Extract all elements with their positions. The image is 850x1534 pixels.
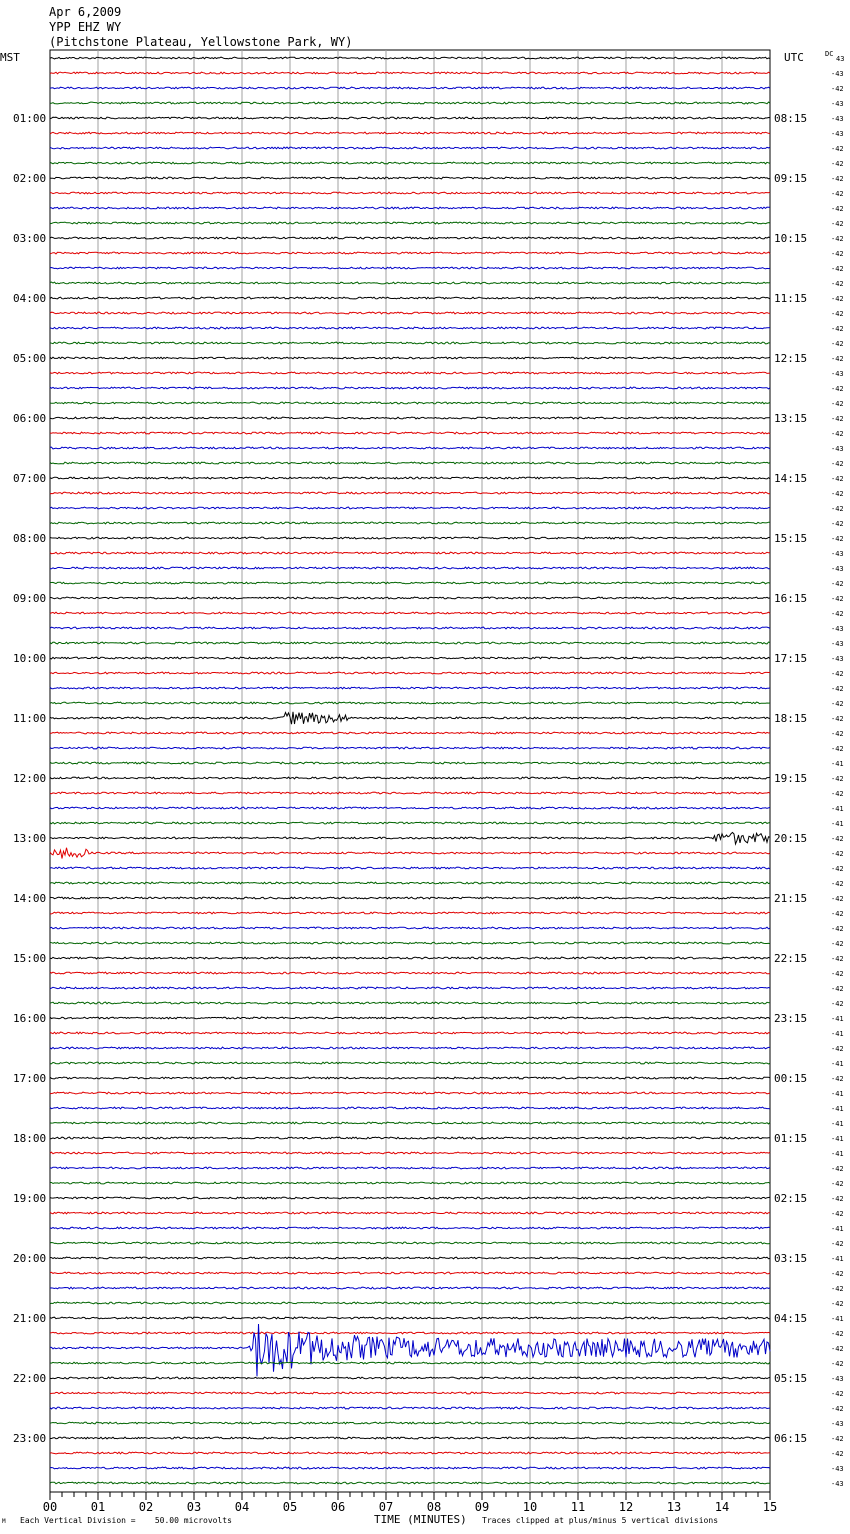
scale-note: Each Vertical Division = 50.00 microvolts — [20, 1516, 232, 1525]
left-timezone-label: MST — [0, 51, 20, 64]
utc-hour-label: 20:15 — [774, 832, 808, 845]
utc-hour-label: 19:15 — [774, 772, 808, 785]
dc-offset-label: -42 — [831, 730, 844, 738]
utc-hour-label: 17:15 — [774, 652, 808, 665]
x-tick-label: 11 — [570, 1500, 586, 1514]
seismic-traces — [50, 57, 770, 1484]
dc-offset-label: -43 — [831, 565, 844, 573]
seismic-trace — [50, 642, 770, 644]
dc-offset-label: -42 — [831, 1435, 844, 1443]
dc-offset-label: -42 — [831, 415, 844, 423]
dc-offset-label: -41 — [831, 760, 844, 768]
utc-hour-label: 16:15 — [774, 592, 808, 605]
mst-hour-label: 10:00 — [13, 652, 47, 665]
dc-offset-label: -43 — [831, 130, 844, 138]
dc-offset-label: -42 — [831, 190, 844, 198]
x-tick-label: 07 — [378, 1500, 394, 1514]
seismic-trace — [50, 1182, 770, 1184]
mst-hour-label: 11:00 — [13, 712, 47, 725]
dc-offset-label: -42 — [831, 1330, 844, 1338]
dc-offset-label: -43 — [831, 115, 844, 123]
mst-hour-label: 13:00 — [13, 832, 47, 845]
seismic-trace — [50, 732, 770, 734]
dc-offset-label: -43 — [831, 1420, 844, 1428]
dc-offset-label: -42 — [831, 595, 844, 603]
x-tick-label: 09 — [474, 1500, 490, 1514]
seismic-trace — [50, 1272, 770, 1274]
dc-offset-label: -43 — [831, 1480, 844, 1488]
mst-hour-label: 09:00 — [13, 592, 47, 605]
seismic-trace — [50, 1242, 770, 1244]
seismic-trace — [50, 927, 770, 929]
mst-hour-label: 07:00 — [13, 472, 47, 485]
dc-offset-label: -42 — [831, 385, 844, 393]
mst-hour-label: 03:00 — [13, 232, 47, 245]
mst-hour-label: 23:00 — [13, 1432, 47, 1445]
mst-hour-label: 19:00 — [13, 1192, 47, 1205]
seismic-trace — [50, 1122, 770, 1124]
seismic-trace — [50, 1197, 770, 1199]
seismic-trace — [50, 792, 770, 794]
seismic-trace — [50, 1152, 770, 1154]
seismic-trace — [50, 1377, 770, 1379]
seismic-trace — [50, 117, 770, 119]
seismic-trace — [50, 702, 770, 704]
dc-offset-label: -42 — [831, 175, 844, 183]
dc-offset-label: -41 — [831, 1060, 844, 1068]
dc-offset-label: -42 — [831, 160, 844, 168]
seismic-trace — [50, 297, 770, 299]
seismic-trace — [50, 237, 770, 239]
dc-offset-label: -42 — [831, 670, 844, 678]
dc-offset-label: 43 — [836, 55, 845, 63]
mst-hour-label: 20:00 — [13, 1252, 47, 1265]
mst-hour-label: 16:00 — [13, 1012, 47, 1025]
seismic-trace — [50, 1482, 770, 1484]
dc-offset-label: -42 — [831, 250, 844, 258]
seismic-trace — [50, 1392, 770, 1394]
dc-offset-label: -42 — [831, 700, 844, 708]
x-tick-label: 01 — [90, 1500, 106, 1514]
mst-hour-label: 05:00 — [13, 352, 47, 365]
x-tick-label: 15 — [762, 1500, 778, 1514]
seismic-trace — [50, 762, 770, 764]
seismic-trace — [50, 177, 770, 179]
dc-offset-label: -42 — [831, 295, 844, 303]
seismic-trace — [50, 102, 770, 104]
seismic-trace — [50, 897, 770, 899]
seismic-trace — [50, 72, 770, 74]
seismic-trace — [50, 1137, 770, 1139]
mst-hour-label: 15:00 — [13, 952, 47, 965]
seismic-trace — [50, 1422, 770, 1424]
seismic-trace — [50, 942, 770, 944]
utc-hour-label: 18:15 — [774, 712, 808, 725]
x-tick-label: 00 — [42, 1500, 58, 1514]
dc-offset-label: -42 — [831, 340, 844, 348]
dc-offset-label: -42 — [831, 880, 844, 888]
seismic-trace — [50, 1212, 770, 1214]
mst-hour-label: 06:00 — [13, 412, 47, 425]
seismic-trace — [50, 1227, 770, 1229]
dc-offset-label: -41 — [831, 805, 844, 813]
seismic-trace — [50, 522, 770, 524]
seismic-trace — [50, 912, 770, 914]
dc-offset-label: -43 — [831, 655, 844, 663]
dc-offset-label: -42 — [831, 265, 844, 273]
date-text: Apr 6,2009 — [49, 5, 122, 19]
x-tick-label: 04 — [234, 1500, 250, 1514]
dc-offset-label: -42 — [831, 580, 844, 588]
mst-hour-label: 04:00 — [13, 292, 47, 305]
dc-offset-label: -42 — [831, 1360, 844, 1368]
utc-hour-label: 13:15 — [774, 412, 808, 425]
dc-offset-label: -42 — [831, 790, 844, 798]
seismic-trace — [50, 597, 770, 599]
station-text: YPP EHZ WY — [49, 20, 122, 34]
seismic-trace — [50, 132, 770, 134]
seismic-trace — [50, 222, 770, 224]
seismic-trace — [50, 848, 770, 859]
x-tick-label: 13 — [666, 1500, 682, 1514]
dc-offset-label: -43 — [831, 640, 844, 648]
utc-hour-label: 12:15 — [774, 352, 808, 365]
dc-offset-label: -42 — [831, 715, 844, 723]
seismic-trace — [50, 1032, 770, 1034]
mst-hour-label: 12:00 — [13, 772, 47, 785]
dc-offset-label: -42 — [831, 865, 844, 873]
seismic-trace — [50, 582, 770, 584]
seismic-trace — [50, 57, 770, 59]
dc-offset-label: -42 — [831, 1240, 844, 1248]
utc-hour-label: 23:15 — [774, 1012, 808, 1025]
dc-offset-label: -42 — [831, 775, 844, 783]
utc-hour-labels — [774, 112, 807, 1445]
dc-offset-label: -42 — [831, 85, 844, 93]
seismic-trace — [50, 1407, 770, 1409]
seismic-trace — [50, 1302, 770, 1304]
dc-offset-label: -41 — [831, 1150, 844, 1158]
dc-offset-label: -42 — [831, 1390, 844, 1398]
seismic-trace — [50, 1002, 770, 1004]
location-text: (Pitchstone Plateau, Yellowstone Park, WY) — [49, 35, 353, 49]
dc-offset-label: -42 — [831, 940, 844, 948]
dc-offset-label: -42 — [831, 895, 844, 903]
mst-hour-label: 21:00 — [13, 1312, 47, 1325]
utc-hour-label: 06:15 — [774, 1432, 808, 1445]
mst-hour-label: 17:00 — [13, 1072, 47, 1085]
dc-offset-label: -43 — [831, 100, 844, 108]
seismic-trace — [50, 312, 770, 314]
seismic-trace — [50, 282, 770, 284]
seismic-trace — [50, 712, 770, 724]
utc-hour-label: 08:15 — [774, 112, 808, 125]
dc-offset-label: -41 — [831, 1015, 844, 1023]
seismic-trace — [50, 507, 770, 509]
utc-hour-label: 10:15 — [774, 232, 808, 245]
dc-offset-label: -43 — [831, 550, 844, 558]
dc-offset-label: -43 — [831, 1465, 844, 1473]
seismic-trace — [50, 342, 770, 344]
dc-offset-label: -42 — [831, 430, 844, 438]
dc-offset-label: -42 — [831, 220, 844, 228]
seismic-trace — [50, 192, 770, 194]
seismic-trace — [50, 1467, 770, 1469]
seismic-trace — [50, 252, 770, 254]
dc-offset-label: -41 — [831, 1135, 844, 1143]
dc-offset-label: -42 — [831, 280, 844, 288]
utc-hour-label: 00:15 — [774, 1072, 808, 1085]
dc-offset-label: -41 — [831, 1315, 844, 1323]
dc-offset-label: -42 — [831, 685, 844, 693]
seismic-trace — [50, 972, 770, 974]
seismic-trace — [50, 957, 770, 959]
seismic-trace — [50, 1362, 770, 1364]
seismic-trace — [50, 882, 770, 884]
dc-offset-label: -42 — [831, 745, 844, 753]
utc-hour-label: 11:15 — [774, 292, 808, 305]
utc-hour-label: 21:15 — [774, 892, 808, 905]
dc-label: DC — [825, 50, 834, 58]
clip-note: Traces clipped at plus/minus 5 vertical divisions — [482, 1516, 719, 1525]
dc-offset-label: -42 — [831, 1075, 844, 1083]
minute-gridlines — [50, 50, 770, 1492]
dc-offset-label: -42 — [831, 955, 844, 963]
seismic-trace — [50, 87, 770, 89]
seismic-trace — [50, 432, 770, 434]
dc-offset-label: -42 — [831, 505, 844, 513]
x-tick-label: 05 — [282, 1500, 298, 1514]
utc-hour-label: 14:15 — [774, 472, 808, 485]
dc-offset-label: -42 — [831, 1450, 844, 1458]
x-tick-label: 02 — [138, 1500, 154, 1514]
seismic-trace — [50, 1107, 770, 1109]
mst-hour-label: 14:00 — [13, 892, 47, 905]
dc-offset-label: -42 — [831, 970, 844, 978]
dc-offset-label: -42 — [831, 985, 844, 993]
seismic-trace — [50, 832, 770, 844]
x-axis-title: TIME (MINUTES) — [374, 1513, 467, 1526]
seismic-trace — [50, 1332, 770, 1334]
seismic-trace — [50, 567, 770, 569]
seismic-trace — [50, 552, 770, 554]
mst-hour-labels — [13, 112, 46, 1445]
dc-offset-label: -41 — [831, 1105, 844, 1113]
seismic-trace — [50, 807, 770, 809]
dc-offset-label: -42 — [831, 325, 844, 333]
utc-hour-label: 02:15 — [774, 1192, 808, 1205]
seismic-trace — [50, 1047, 770, 1049]
x-tick-label: 12 — [618, 1500, 634, 1514]
dc-offset-label: -42 — [831, 235, 844, 243]
seismic-trace — [50, 627, 770, 629]
seismic-trace — [50, 1092, 770, 1094]
seismic-trace — [50, 822, 770, 824]
dc-offset-label: -42 — [831, 1195, 844, 1203]
seismic-trace — [50, 537, 770, 539]
dc-offset-label: -42 — [831, 610, 844, 618]
seismic-trace — [50, 867, 770, 869]
dc-offset-label: -42 — [831, 310, 844, 318]
dc-offset-label: -42 — [831, 1180, 844, 1188]
plot-frame — [50, 50, 770, 1492]
seismic-trace — [50, 1437, 770, 1439]
seismic-trace — [50, 747, 770, 749]
dc-offset-label: -42 — [831, 835, 844, 843]
dc-offset-label: -41 — [831, 820, 844, 828]
mst-hour-label: 01:00 — [13, 112, 47, 125]
utc-hour-label: 22:15 — [774, 952, 808, 965]
dc-offset-labels — [831, 55, 844, 1488]
mst-hour-label: 08:00 — [13, 532, 47, 545]
dc-offset-label: -41 — [831, 1120, 844, 1128]
seismic-trace — [50, 1317, 770, 1319]
dc-offset-label: -42 — [831, 1000, 844, 1008]
mst-hour-label: 22:00 — [13, 1372, 47, 1385]
seismic-trace — [50, 1167, 770, 1169]
utc-hour-label: 03:15 — [774, 1252, 808, 1265]
seismic-trace — [50, 1017, 770, 1019]
dc-offset-label: -42 — [831, 1345, 844, 1353]
dc-offset-label: -42 — [831, 460, 844, 468]
dc-offset-label: -42 — [831, 475, 844, 483]
utc-hour-label: 04:15 — [774, 1312, 808, 1325]
seismic-trace — [50, 147, 770, 149]
x-tick-label: 06 — [330, 1500, 346, 1514]
dc-offset-label: -43 — [831, 445, 844, 453]
dc-offset-label: -42 — [831, 1300, 844, 1308]
dc-offset-label: -43 — [831, 370, 844, 378]
dc-offset-label: -41 — [831, 1225, 844, 1233]
seismic-trace — [50, 327, 770, 329]
utc-hour-label: 05:15 — [774, 1372, 808, 1385]
seismic-trace — [50, 492, 770, 494]
seismic-trace — [50, 387, 770, 389]
seismic-trace — [50, 417, 770, 419]
seismic-trace — [50, 1062, 770, 1064]
x-tick-label: 03 — [186, 1500, 202, 1514]
seismic-trace — [50, 1287, 770, 1289]
dc-offset-label: -42 — [831, 850, 844, 858]
seismic-trace — [50, 162, 770, 164]
seismic-trace — [50, 1257, 770, 1259]
seismic-trace — [50, 1077, 770, 1079]
utc-hour-label: 15:15 — [774, 532, 808, 545]
dc-offset-label: -42 — [831, 400, 844, 408]
dc-offset-label: -41 — [831, 1255, 844, 1263]
seismic-trace — [50, 987, 770, 989]
dc-offset-label: -42 — [831, 1045, 844, 1053]
seismic-trace — [50, 462, 770, 464]
x-tick-label: 08 — [426, 1500, 442, 1514]
seismic-trace — [50, 1452, 770, 1454]
dc-offset-label: -42 — [831, 145, 844, 153]
seismic-trace — [50, 477, 770, 479]
seismic-trace — [50, 612, 770, 614]
right-timezone-label: UTC — [784, 51, 804, 64]
dc-offset-label: -42 — [831, 490, 844, 498]
utc-hour-label: 01:15 — [774, 1132, 808, 1145]
header — [49, 5, 352, 49]
mst-hour-label: 02:00 — [13, 172, 47, 185]
dc-offset-label: -41 — [831, 1090, 844, 1098]
x-axis — [43, 1492, 777, 1514]
dc-offset-label: -43 — [831, 625, 844, 633]
dc-offset-label: -42 — [831, 535, 844, 543]
seismic-trace — [50, 207, 770, 209]
dc-offset-label: -42 — [831, 1210, 844, 1218]
dc-offset-label: -42 — [831, 910, 844, 918]
seismic-trace — [50, 657, 770, 659]
dc-offset-label: -42 — [831, 355, 844, 363]
seismic-trace — [50, 777, 770, 779]
dc-offset-label: -42 — [831, 1270, 844, 1278]
seismic-trace — [50, 372, 770, 374]
seismic-trace — [50, 687, 770, 689]
corner-mark: M — [2, 1518, 6, 1525]
dc-offset-label: -42 — [831, 1405, 844, 1413]
dc-offset-label: -42 — [831, 925, 844, 933]
dc-offset-label: -43 — [831, 1375, 844, 1383]
seismic-trace — [50, 402, 770, 404]
seismic-trace — [50, 447, 770, 449]
dc-offset-label: -42 — [831, 205, 844, 213]
x-tick-label: 14 — [714, 1500, 730, 1514]
dc-offset-label: -42 — [831, 520, 844, 528]
dc-offset-label: -43 — [831, 70, 844, 78]
x-tick-label: 10 — [522, 1500, 538, 1514]
seismic-trace — [50, 672, 770, 674]
utc-hour-label: 09:15 — [774, 172, 808, 185]
mst-hour-label: 18:00 — [13, 1132, 47, 1145]
dc-offset-label: -41 — [831, 1030, 844, 1038]
dc-offset-label: -42 — [831, 1165, 844, 1173]
seismic-trace — [50, 357, 770, 359]
seismic-trace — [50, 267, 770, 269]
dc-offset-label: -42 — [831, 1285, 844, 1293]
